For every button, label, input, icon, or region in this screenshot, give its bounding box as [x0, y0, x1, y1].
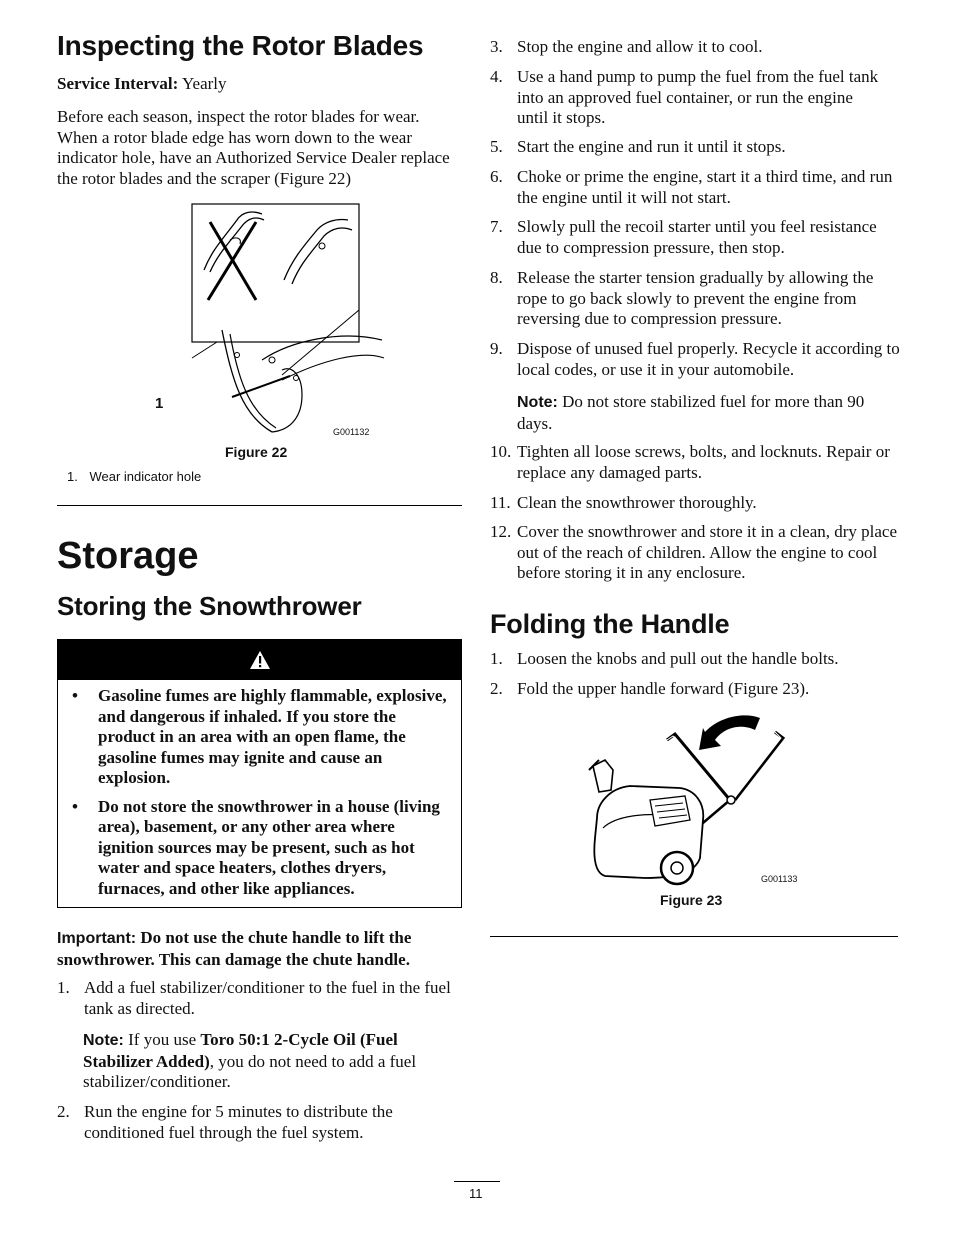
- page-number-rule: [454, 1181, 500, 1182]
- rotor-heading: Inspecting the Rotor Blades: [57, 30, 424, 61]
- step-number: 3.: [490, 37, 503, 56]
- step-text: Slowly pull the recoil starter until you feel resistance due to compression pressure, then stop.: [517, 217, 877, 257]
- section-end-divider: [490, 936, 898, 937]
- rotor-paragraph: Before each season, inspect the rotor blades for wear. When a rotor blade edge has worn down to the wear indicator hole, have an Authorized Service Dealer replace the rotor blades and the scraper (Figure 22): [57, 107, 450, 188]
- legend-text: Wear indicator hole: [89, 469, 202, 484]
- note-text: Do not store stabilized fuel for more than 90 days.: [517, 392, 865, 433]
- step-text: Tighten all loose screws, bolts, and locknuts. Repair or replace any damaged parts.: [517, 442, 890, 482]
- step-text: Cover the snowthrower and store it in a clean, dry place out of the reach of children. Allow the engine to cool before storing it in any enclosure.: [517, 522, 898, 582]
- figure-22-rotor-illustration: [152, 200, 442, 445]
- service-interval-label: Service Interval:: [57, 74, 179, 93]
- warning-bullet: • Do not store the snowthrower in a house (living area), basement, or any other area where ignition sources may be present, such as hot water and space heaters, clothes dryers, furnaces, and other like appliances.: [72, 796, 440, 898]
- figure-22-legend: [67, 469, 201, 484]
- figure-22-caption: Figure 22: [225, 444, 288, 460]
- warning-box: [57, 639, 462, 908]
- figure-22-callout: 1: [155, 395, 164, 412]
- service-interval: [57, 74, 227, 95]
- step-text: Run the engine for 5 minutes to distribute the conditioned fuel through the fuel system.: [84, 1102, 393, 1142]
- warning-body: [58, 680, 461, 907]
- figure-22-code: G001132: [333, 427, 370, 437]
- figure-23-handle-illustration: [585, 708, 805, 888]
- legend-number: 1.: [67, 469, 78, 484]
- step-number: 11.: [490, 493, 511, 512]
- note-pre: If you use: [128, 1030, 197, 1049]
- step-text: Loosen the knobs and pull out the handle bolts.: [517, 649, 839, 668]
- important-notice: [57, 928, 462, 970]
- warning-triangle-icon: [249, 650, 271, 670]
- figure-23-code: G001133: [761, 874, 798, 884]
- step-number: 2.: [57, 1102, 70, 1121]
- step-number: 6.: [490, 167, 503, 186]
- step-text: Clean the snowthrower thoroughly.: [517, 493, 757, 512]
- step-number: 2.: [490, 679, 503, 698]
- step-number: 5.: [490, 137, 503, 156]
- note-label: Note:: [517, 394, 558, 411]
- step-text: Use a hand pump to pump the fuel from the fuel tank into an approved fuel container, or run the engine until it stops.: [517, 67, 879, 127]
- note-fuel-storage: [517, 392, 897, 434]
- storage-heading: Storage: [57, 535, 199, 577]
- step-number: 7.: [490, 217, 503, 236]
- important-text: Do not use the chute handle to lift the snowthrower. This can damage the chute handle.: [57, 928, 412, 969]
- warning-header: [58, 640, 461, 680]
- figure-23-caption: Figure 23: [660, 892, 723, 908]
- note-bold: Toro 50:1 2-Cycle Oil (Fuel Stabilizer Added): [83, 1030, 398, 1071]
- step-text: Start the engine and run it until it stops.: [517, 137, 786, 156]
- page-number: 11: [469, 1186, 483, 1201]
- step-number: 8.: [490, 268, 503, 287]
- warning-bullet: • Gasoline fumes are highly flammable, explosive, and dangerous if inhaled. If you store the product in an area with an open flame, the gasoline fumes may ignite and cause an explosion.: [72, 686, 447, 787]
- service-interval-value: Yearly: [181, 74, 227, 93]
- step-text: Choke or prime the engine, start it a third time, and run the engine until it will not start.: [517, 167, 893, 207]
- step-number: 9.: [490, 339, 503, 358]
- step-number: 4.: [490, 67, 503, 86]
- warning-bullet-text: Do not store the snowthrower in a house (living area), basement, or any other area where ignition sources may be present, such as hot water and space heaters, clothes dryers, furnaces, and other like appliances.: [98, 796, 440, 898]
- note-stabilizer: [83, 1030, 453, 1093]
- step-number: 12.: [490, 522, 512, 541]
- step-text: Dispose of unused fuel properly. Recycle it according to local codes, or use it in your automobile.: [517, 339, 900, 379]
- note-post: , you do not need to add a fuel stabilizer/conditioner.: [83, 1051, 417, 1091]
- important-label: Important:: [57, 930, 137, 947]
- folding-heading: Folding the Handle: [490, 609, 730, 639]
- step-text: Fold the upper handle forward (Figure 23).: [517, 679, 810, 698]
- step-text: Add a fuel stabilizer/conditioner to the fuel in the fuel tank as directed.: [84, 978, 451, 1018]
- storing-subheading: Storing the Snowthrower: [57, 591, 362, 621]
- section-divider: [57, 505, 462, 506]
- warning-bullet-text: Gasoline fumes are highly flammable, explosive, and dangerous if inhaled. If you store the product in an area with an open flame, the gasoline fumes may ignite and cause an explosion.: [98, 686, 447, 787]
- step-text: Release the starter tension gradually by allowing the rope to go back slowly to prevent the engine from reversing due to compression pressure.: [517, 268, 874, 328]
- step-number: 1.: [57, 978, 70, 997]
- step-text: Stop the engine and allow it to cool.: [517, 37, 763, 56]
- step-number: 1.: [490, 649, 503, 668]
- note-label: Note:: [83, 1032, 124, 1049]
- step-number: 10.: [490, 442, 512, 461]
